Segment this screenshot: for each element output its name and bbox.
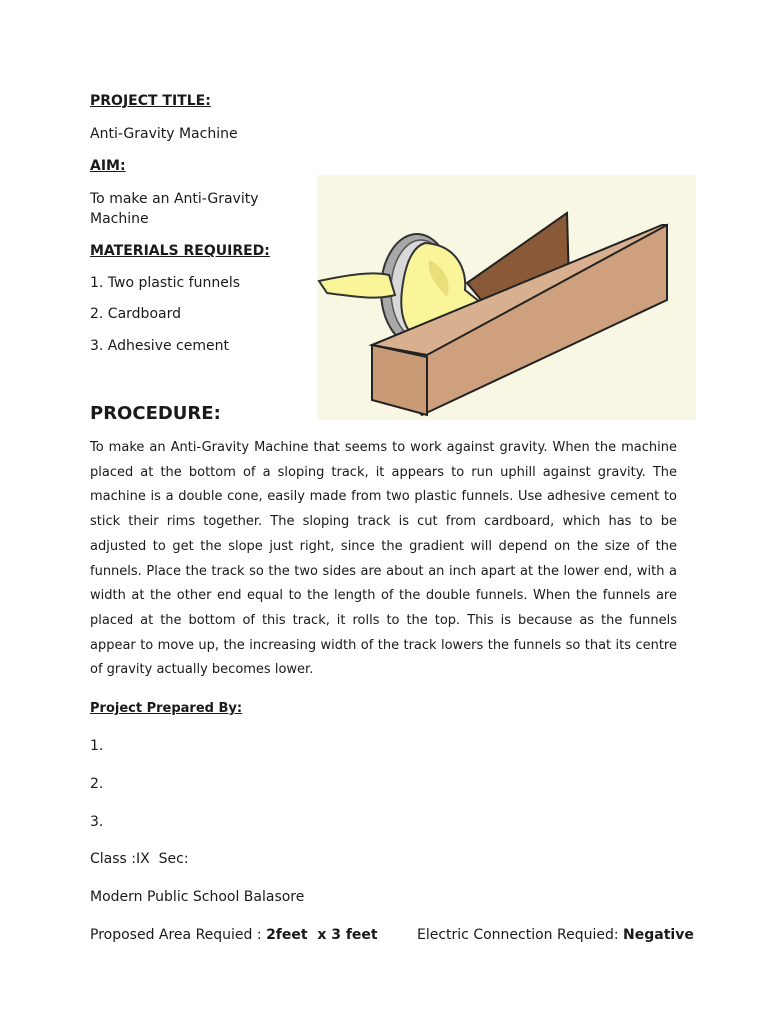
electric-label: Electric Connection Requied:	[417, 927, 624, 943]
school-name: Modern Public School Balasore	[90, 889, 305, 905]
anti-gravity-machine-illustration	[317, 175, 696, 420]
area-value: 2feet x 3 feet	[266, 927, 378, 943]
class-line: Class :IX Sec:	[90, 851, 189, 867]
area-label: Proposed Area Requied :	[90, 927, 267, 943]
project-title: Anti-Gravity Machine	[90, 126, 238, 142]
member-line: 2.	[90, 776, 104, 792]
proposed-area	[90, 927, 378, 943]
material-item: 3. Adhesive cement	[90, 338, 229, 354]
procedure-text: To make an Anti-Gravity Machine that seems to work against gravity. When the machine placed at the bottom of a sloping track, it appears to run uphill against gravity. The machine is a double cone, easily made from two plastic funnels. Use adhesive cement to stick their rims together. The sloping track is cut from cardboard, which has to be adjusted to get the slope just right, since the gradient will depend on the size of the funnels. Place the track so the two sides are about an inch apart at the lower end, with a width at the other end equal to the length of the double funnels. When the funnels are placed at the bottom of this track, it rolls to the top. This is because as the funnels appear to move up, the increasing width of the track lowers the funnels so that its centre of gravity actually becomes lower.	[90, 440, 677, 678]
prepared-by-heading: Project Prepared By:	[90, 701, 243, 716]
material-item: 1. Two plastic funnels	[90, 275, 241, 291]
member-line: 1.	[90, 738, 104, 754]
aim-line-1: To make an Anti-Gravity	[90, 191, 259, 207]
aim-line-2: Machine	[90, 211, 149, 227]
electric-connection	[417, 927, 694, 943]
materials-heading: MATERIALS REQUIRED:	[90, 243, 270, 259]
aim-heading: AIM:	[90, 158, 126, 174]
illustration-svg	[317, 175, 696, 420]
material-item: 2. Cardboard	[90, 306, 181, 322]
electric-value: Negative	[623, 927, 694, 943]
procedure-heading: PROCEDURE:	[90, 403, 221, 424]
member-line: 3.	[90, 814, 104, 830]
project-title-heading: PROJECT TITLE:	[90, 93, 211, 109]
